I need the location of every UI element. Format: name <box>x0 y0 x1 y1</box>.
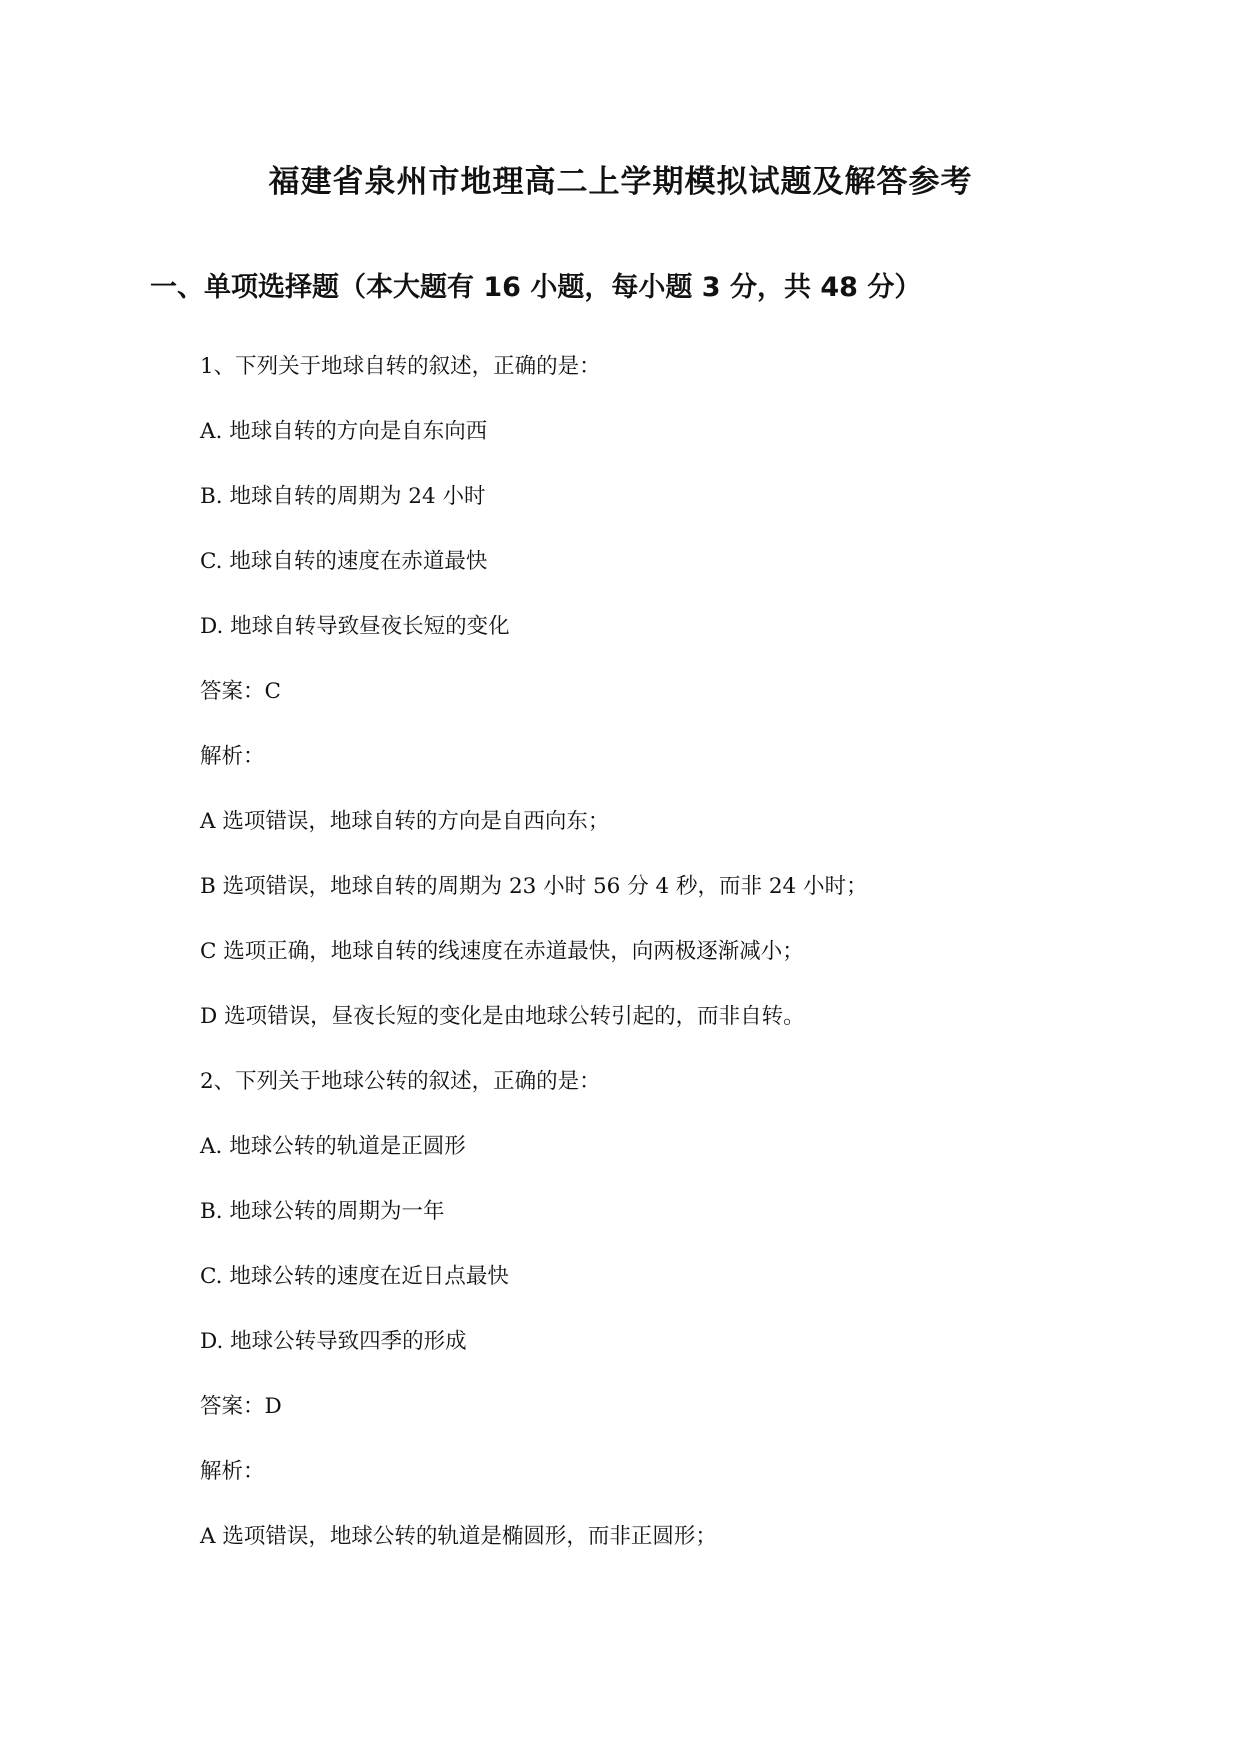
question-2-option-c: C. 地球公转的速度在近日点最快 <box>200 1264 509 1289</box>
question-2-analysis-a: A 选项错误，地球公转的轨道是椭圆形，而非正圆形； <box>200 1524 717 1549</box>
question-1-analysis-b: B 选项错误，地球自转的周期为 23 小时 56 分 4 秒，而非 24 小时； <box>200 874 868 899</box>
question-1-analysis-d: D 选项错误，昼夜长短的变化是由地球公转引起的，而非自转。 <box>200 1004 805 1029</box>
question-1-answer: 答案：C <box>200 679 281 704</box>
question-1-option-d: D. 地球自转导致昼夜长短的变化 <box>200 614 510 639</box>
question-1-option-a: A. 地球自转的方向是自东向西 <box>200 419 488 444</box>
question-2-answer: 答案：D <box>200 1394 282 1419</box>
question-1-analysis-c: C 选项正确，地球自转的线速度在赤道最快，向两极逐渐减小； <box>200 939 804 964</box>
section-heading: 一、单项选择题（本大题有 16 小题，每小题 3 分，共 48 分） <box>150 272 922 303</box>
question-2-option-b: B. 地球公转的周期为一年 <box>200 1199 445 1224</box>
question-1-option-c: C. 地球自转的速度在赤道最快 <box>200 549 488 574</box>
document-body <box>200 350 1160 1585</box>
question-1-analysis-label: 解析： <box>200 744 265 769</box>
question-1-option-b: B. 地球自转的周期为 24 小时 <box>200 484 486 509</box>
question-2-option-a: A. 地球公转的轨道是正圆形 <box>200 1134 466 1159</box>
question-1-analysis-a: A 选项错误，地球自转的方向是自西向东； <box>200 809 610 834</box>
question-2-analysis-label: 解析： <box>200 1459 265 1484</box>
question-2-stem: 2、下列关于地球公转的叙述，正确的是： <box>200 1069 601 1094</box>
question-2-option-d: D. 地球公转导致四季的形成 <box>200 1329 467 1354</box>
document-title: 福建省泉州市地理高二上学期模拟试题及解答参考 <box>268 164 973 200</box>
question-1-stem: 1、下列关于地球自转的叙述，正确的是： <box>200 354 601 379</box>
